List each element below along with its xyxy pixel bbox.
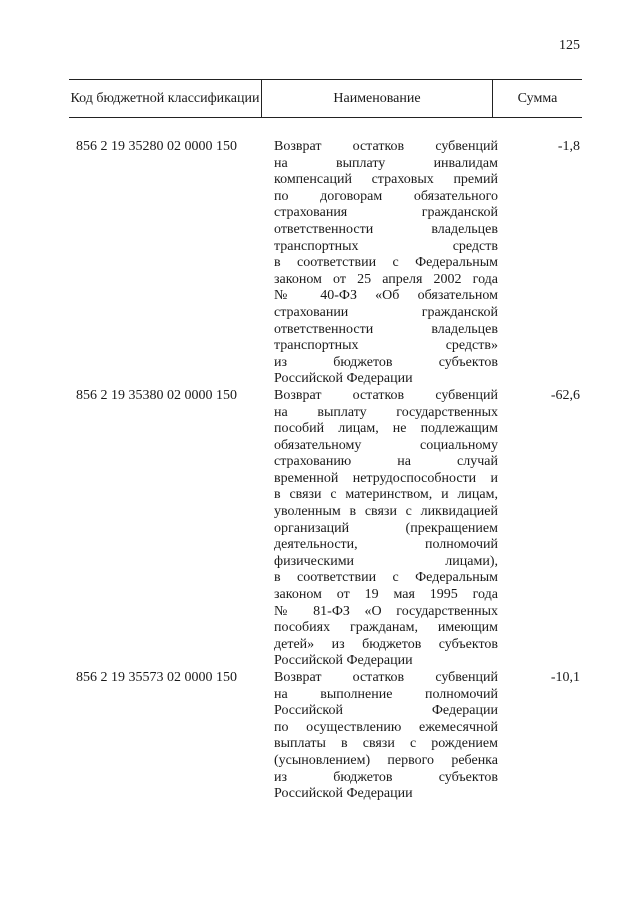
budget-code: 856 2 19 35573 02 0000 150 bbox=[76, 670, 237, 685]
name-line: Возврат остатков субвенций bbox=[274, 670, 498, 685]
name-line: Возврат остатков субвенций bbox=[274, 387, 498, 403]
table-row bbox=[69, 670, 582, 803]
name-line: № 81-ФЗ «О государственных bbox=[274, 603, 498, 619]
name-line: пособий лицам, не подлежащим bbox=[274, 421, 498, 437]
row-sum: -62,6 bbox=[550, 387, 580, 403]
name-line: страхованию на случай bbox=[274, 454, 498, 470]
table-body bbox=[69, 139, 582, 803]
name-line: № 40-ФЗ «Об обязательном bbox=[274, 288, 498, 304]
table-row bbox=[69, 139, 582, 388]
name-line: в соответствии с Федеральным bbox=[274, 255, 498, 271]
name-line: (усыновлением) первого ребенка bbox=[274, 752, 498, 768]
row-name bbox=[274, 139, 498, 388]
name-line: из бюджетов субъектов bbox=[274, 354, 498, 370]
name-line: пособиях гражданам, имеющим bbox=[274, 620, 498, 636]
row-name bbox=[274, 670, 498, 803]
name-line: Российской Федерации bbox=[274, 653, 413, 669]
name-line: обязательному социальному bbox=[274, 437, 498, 453]
name-line: на выплату государственных bbox=[274, 404, 498, 420]
name-line: страховании гражданской bbox=[274, 304, 498, 320]
header-name: Наименование bbox=[262, 80, 493, 117]
name-line: страхования гражданской bbox=[274, 205, 498, 221]
name-line: Российской Федерации bbox=[274, 703, 498, 719]
name-line: физическими лицами), bbox=[274, 553, 498, 569]
name-line: деятельности, полномочий bbox=[274, 537, 498, 553]
name-line: Возврат остатков субвенций bbox=[274, 139, 498, 154]
name-line: транспортных средств bbox=[274, 238, 498, 254]
name-line: Российской Федерации bbox=[274, 786, 413, 802]
name-line: Российской Федерации bbox=[274, 371, 413, 387]
name-line: по осуществлению ежемесячной bbox=[274, 719, 498, 735]
header-sum: Сумма bbox=[517, 90, 558, 106]
name-line: ответственности владельцев bbox=[274, 321, 498, 337]
budget-code: 856 2 19 35280 02 0000 150 bbox=[76, 139, 237, 154]
table-row bbox=[69, 388, 582, 670]
name-line: детей» из бюджетов субъектов bbox=[274, 636, 498, 652]
name-line: по договорам обязательного bbox=[274, 188, 498, 204]
name-line: в соответствии с Федеральным bbox=[274, 570, 498, 586]
name-line: транспортных средств» bbox=[274, 338, 498, 354]
page-number: 125 bbox=[559, 38, 580, 53]
name-line: организаций (прекращением bbox=[274, 520, 498, 536]
budget-code: 856 2 19 35380 02 0000 150 bbox=[76, 387, 237, 403]
row-sum: -1,8 bbox=[557, 139, 580, 154]
name-line: из бюджетов субъектов bbox=[274, 769, 498, 785]
row-name bbox=[274, 388, 498, 670]
table-header bbox=[69, 79, 582, 118]
row-sum: -10,1 bbox=[550, 670, 580, 685]
header-code: Код бюджетной классификации bbox=[69, 80, 262, 117]
name-line: законом от 25 апреля 2002 года bbox=[274, 271, 498, 287]
name-line: ответственности владельцев bbox=[274, 221, 498, 237]
name-line: законом от 19 мая 1995 года bbox=[274, 587, 498, 603]
name-line: выплаты в связи с рождением bbox=[274, 736, 498, 752]
name-line: уволенным в связи с ликвидацией bbox=[274, 504, 498, 520]
name-line: на выплату инвалидам bbox=[274, 155, 498, 171]
name-line: компенсаций страховых премий bbox=[274, 172, 498, 188]
name-line: в связи с материнством, и лицам, bbox=[274, 487, 498, 503]
name-line: временной нетрудоспособности и bbox=[274, 470, 498, 486]
name-line: на выполнение полномочий bbox=[274, 686, 498, 702]
